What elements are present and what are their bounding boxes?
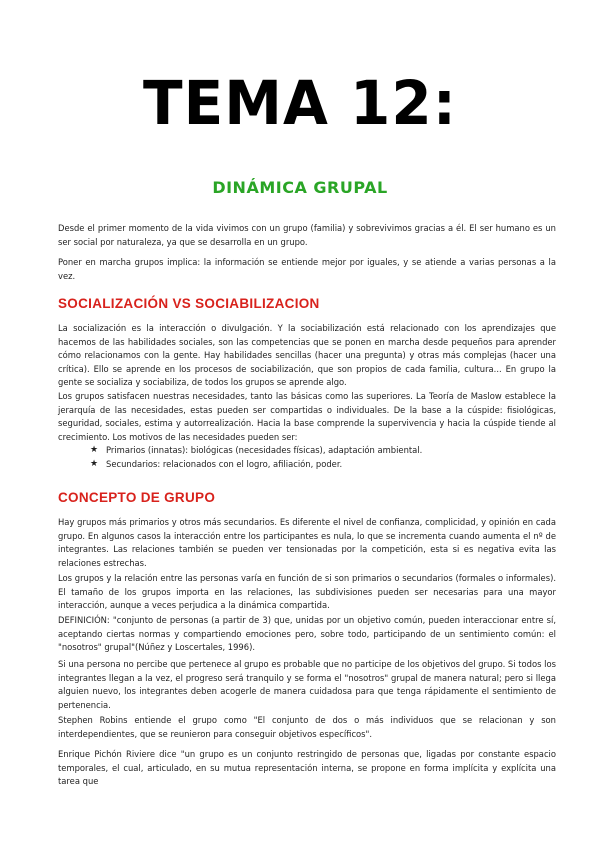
pichon-riviere-paragraph: Enrique Pichón Riviere dice "un grupo es un conjunto restringido de personas que, ligadas por constante espacio temporales, el cual, articulado, en su mutua representación interna, se propone en forma implícita y explícita una tarea que — [58, 749, 556, 786]
robins-quote-paragraph: Stephen Robins entiende el grupo como "El conjunto de dos o más individuos que se relacionan y son interdependientes, que se reunieron para conseguir objetivos específicos". — [58, 715, 556, 739]
socializacion-paragraph-2: Los grupos satisfacen nuestras necesidades, tanto las básicas como las superiores. La Teoría de Maslow establece la jerarquía de las necesidades, estas pueden ser compartidas o individuales. De la base a la cúspide: fisiológicas, seguridad, sociales, estima y autorrealización. Hacia la base comprende la supervivencia y hacia la cúspide tiende al crecimiento. Los motivos de las necesidades pueden ser: — [58, 391, 556, 442]
intro-paragraph-1: Desde el primer momento de la vida vivimos con un grupo (familia) y sobrevivimos gracias a él. El ser humano es un ser social por naturaleza, ya que se desarrolla en un grupo. — [58, 223, 556, 247]
page-title: TEMA 12: — [143, 67, 457, 139]
definition-paragraph: DEFINICIÓN: "conjunto de personas (a partir de 3) que, unidas por un objetivo común, pueden interaccionar entre sí, aceptando ciertas normas y compartiendo emociones pero, sobre todo, participando de un sentimiento común: el "nosotros" grupal"(Núñez y Loscertales, 1996). — [58, 615, 556, 652]
star-bullet-icon: ★ — [90, 458, 99, 469]
section-heading-socializacion: SOCIALIZACIÓN VS SOCIABILIZACION — [58, 296, 320, 311]
section-heading-concepto: CONCEPTO DE GRUPO — [58, 490, 216, 505]
socializacion-paragraph-1: La socialización es la interacción o divulgación. Y la sociabilización está relacionado con los aprendizajes que hacemos de las habilidades sociales, son las competencias que se ponen en marcha desde pequeños para aprender cómo relacionamos con la gente. Hay habilidades sencillas (hacer una pregunta) y otras más complejas (hacer una crítica). Ello se aprende en los procesos de sociabilización, que son propios de cada familia, cultura... En grupo la gente se socializa y sociabiliza, de todos los grupos se aprende algo. — [58, 323, 556, 387]
list-item-text: Secundarios: relacionados con el logro, afiliación, poder. — [106, 458, 343, 469]
intro-paragraph-2: Poner en marcha grupos implica: la información se entiende mejor por iguales, y se atiende a varias personas a la vez. — [58, 257, 556, 281]
concepto-paragraph-2: Los grupos y la relación entre las personas varía en función de si son primarios o secundarios (formales o informales). El tamaño de los grupos importa en las relaciones, las subdivisiones pueden ser necesarias para una mayor interacción, aunque a veces perjudica a la dinámica compartida. — [58, 573, 556, 610]
list-item — [90, 458, 550, 472]
star-bullet-icon: ★ — [90, 445, 99, 455]
concepto-paragraph-1: Hay grupos más primarios y otros más secundarios. Es diferente el nivel de confianza, complicidad, y opinión en cada grupo. En algunos casos la interacción entre los participantes es nula, lo que se incrementa cuando aumenta el nº de integrantes. Las relaciones también se pueden ver tensionadas por la competición, esta si es negativa evita las relaciones estrechas. — [58, 517, 556, 568]
list-item-text: Primarios (innatas): biológicas (necesidades físicas), adaptación ambiental. — [106, 445, 423, 455]
concepto-paragraph-4: Si una persona no percibe que pertenece al grupo es probable que no participe de los objetivos del grupo. Si todos los integrantes llegan a la vez, el progreso será tranquilo y se forma el "nosotros" grupal de manera natural; pero si llega alguien nuevo, los integrantes deben acogerle de manera cuidadosa para que tenga rápidamente el sentimiento de pertenencia. — [58, 659, 556, 710]
list-item — [90, 444, 550, 458]
page-subtitle: DINÁMICA GRUPAL — [212, 178, 388, 197]
needs-list — [90, 444, 550, 471]
